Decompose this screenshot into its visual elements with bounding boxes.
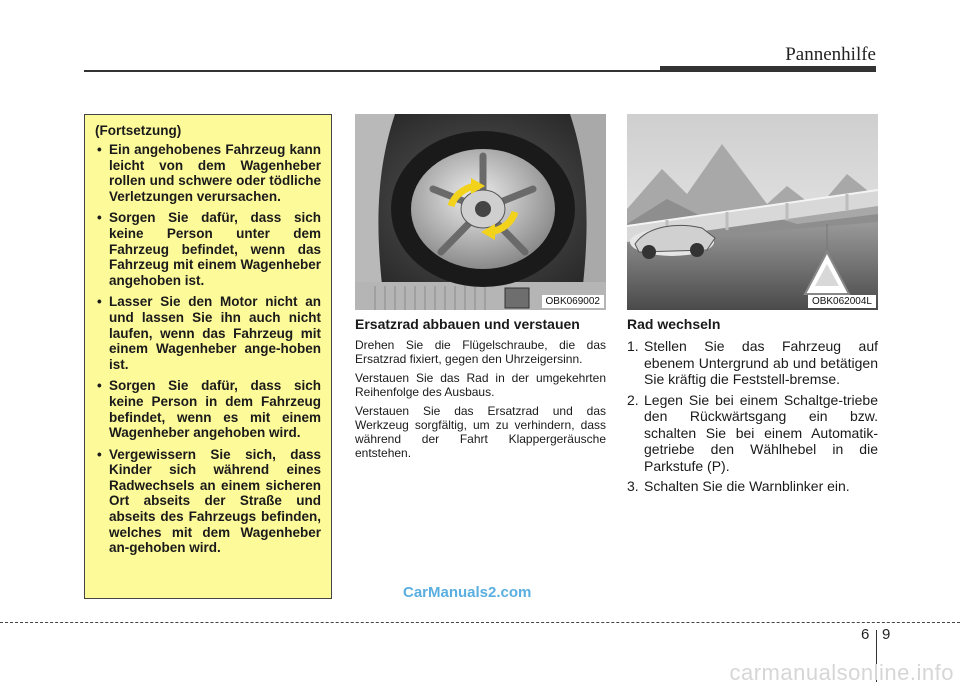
wheel-steps xyxy=(627,338,878,495)
wheel-step xyxy=(627,338,878,388)
spare-tire-photo xyxy=(355,114,606,310)
section-title: Pannenhilfe xyxy=(785,44,876,65)
wheel-step xyxy=(627,392,878,475)
wheel-section-heading: Rad wechseln xyxy=(627,316,721,332)
road-scene-illustration xyxy=(627,114,878,310)
spare-section-heading: Ersatzrad abbauen und verstauen xyxy=(355,316,580,332)
step-number: 1. xyxy=(627,338,639,354)
step-text: Legen Sie bei einem Schaltge-triebe den Rückwärtsgang ein bzw. schalten Sie bei einem Automatik-getriebe den Wählhebel in die Parkstufe (P). xyxy=(644,391,878,474)
spare-paragraph: Verstauen Sie das Ersatzrad und das Werkzeug sorgfältig, um zu verhindern, dass während der Fahrt Klappergeräusche entstehen. xyxy=(355,404,606,460)
photo-code-label: OBK062004L xyxy=(808,295,876,308)
chapter-number: 6 xyxy=(861,626,870,643)
step-number: 3. xyxy=(627,478,639,494)
wheel-section xyxy=(627,316,878,499)
warning-item: • Sorgen Sie dafür, dass sich keine Person in dem Fahrzeug befindet, wenn es mit einem Wagenheber angehoben wird. xyxy=(95,378,321,440)
warning-list xyxy=(95,142,321,556)
photo-code-label: OBK069002 xyxy=(542,295,605,308)
step-text: Schalten Sie die Warnblinker ein. xyxy=(644,478,850,494)
step-text: Stellen Sie das Fahrzeug auf ebenem Untergrund ab und betätigen Sie kräftig die Feststell-bremse. xyxy=(644,338,878,387)
warning-item: • Lasser Sie den Motor nicht an und lassen Sie ihn auch nicht laufen, wenn das Fahrzeug mit einem Wagenheber ange-hoben ist. xyxy=(95,294,321,372)
wheel-step xyxy=(627,478,878,495)
warning-box xyxy=(84,114,332,599)
footer-credit[interactable]: carmanualsonline.info xyxy=(729,660,954,685)
road-scene-photo xyxy=(627,114,878,310)
header-rule-thick xyxy=(660,66,876,72)
spare-paragraph: Drehen Sie die Flügelschraube, die das Ersatzrad fixiert, gegen den Uhrzeigersinn. xyxy=(355,338,606,366)
warning-item: • Sorgen Sie dafür, dass sich keine Person unter dem Fahrzeug befindet, wenn das Fahrzeug mit einem Wagenheber angehoben ist. xyxy=(95,210,321,288)
page-number: 9 xyxy=(882,626,891,643)
footer-rule xyxy=(0,622,960,623)
spare-section xyxy=(355,316,606,465)
warning-heading: (Fortsetzung) xyxy=(95,123,182,138)
watermark-link[interactable]: CarManuals2.com xyxy=(403,584,532,601)
header-rule-thin xyxy=(84,70,660,72)
warning-item: • Ein angehobenes Fahrzeug kann leicht von dem Wagenheber rollen und schwere oder tödliche Verletzungen verursachen. xyxy=(95,142,321,204)
step-number: 2. xyxy=(627,391,639,408)
warning-item: • Vergewissern Sie sich, dass Kinder sich während eines Radwechsels an einem sicheren Ort abseits der Straße und abseits des Fahrzeugs befinden, welches mit dem Wagenheber an-gehoben wird. xyxy=(95,447,321,556)
spare-tire-illustration xyxy=(355,114,606,310)
spare-paragraph: Verstauen Sie das Rad in der umgekehrten Reihenfolge des Ausbaus. xyxy=(355,371,606,399)
